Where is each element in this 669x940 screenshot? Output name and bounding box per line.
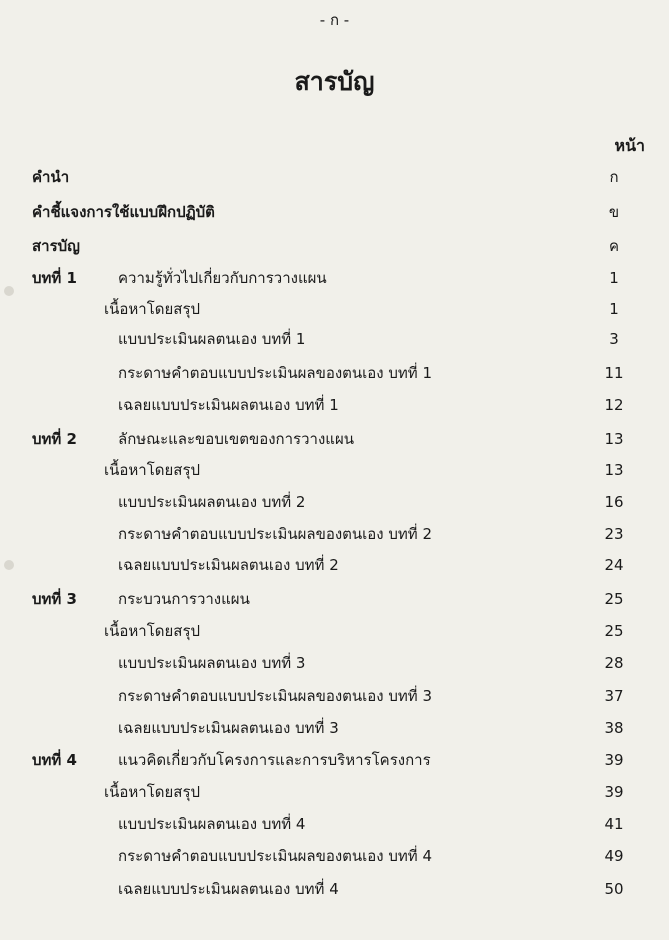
toc-entry-title: แนวคิดเกี่ยวกับโครงการและการบริหารโครงการ	[118, 751, 431, 769]
toc-page-number: 49	[604, 847, 624, 865]
toc-entry	[0, 458, 669, 482]
toc-entry-title: เนื้อหาโดยสรุป	[104, 300, 201, 318]
toc-entry	[0, 748, 669, 772]
toc-chapter-label: บทที่ 1	[32, 269, 77, 287]
toc-page-number: 3	[609, 330, 619, 348]
toc-entry-title: คำนำ	[32, 168, 70, 186]
toc-entry	[0, 684, 669, 708]
toc-entry-title: ความรู้ทั่วไปเกี่ยวกับการวางแผน	[118, 269, 327, 287]
toc-entry	[0, 877, 669, 901]
toc-entry	[0, 553, 669, 577]
toc-entry	[0, 327, 669, 351]
toc-entry-title: แบบประเมินผลตนเอง บทที่ 2	[118, 493, 306, 511]
toc-entry-title: คำชี้แจงการใช้แบบฝึกปฏิบัติ	[32, 203, 215, 221]
toc-entry	[0, 361, 669, 385]
toc-entry	[0, 651, 669, 675]
toc-page-number: 1	[609, 269, 619, 287]
toc-chapter-label: บทที่ 4	[32, 751, 77, 769]
toc-page-number: 39	[604, 751, 624, 769]
toc-entry	[0, 844, 669, 868]
toc-entry-title: กระดาษคำตอบแบบประเมินผลของตนเอง บทที่ 1	[118, 364, 432, 382]
binding-hole	[4, 286, 14, 296]
toc-entry	[0, 393, 669, 417]
toc-entry	[0, 427, 669, 451]
toc-entry-title: เนื้อหาโดยสรุป	[104, 783, 201, 801]
toc-entry-title: แบบประเมินผลตนเอง บทที่ 4	[118, 815, 306, 833]
toc-entry-title: เนื้อหาโดยสรุป	[104, 461, 201, 479]
toc-page-number: 39	[604, 783, 624, 801]
toc-page-number: 25	[604, 622, 624, 640]
page-title: สารบัญ	[294, 67, 375, 96]
toc-page-number: 38	[604, 719, 624, 737]
toc-entry	[0, 619, 669, 643]
toc-entry-title: กระดาษคำตอบแบบประเมินผลของตนเอง บทที่ 2	[118, 525, 432, 543]
toc-entry-title: เฉลยแบบประเมินผลตนเอง บทที่ 4	[118, 880, 339, 898]
toc-entry	[0, 200, 669, 224]
toc-entry	[0, 234, 669, 258]
toc-page-number: 11	[604, 364, 624, 382]
toc-entry-title: เฉลยแบบประเมินผลตนเอง บทที่ 1	[118, 396, 339, 414]
toc-entry	[0, 297, 669, 321]
toc-page-number: 50	[604, 880, 624, 898]
toc-page-number: 16	[604, 493, 624, 511]
toc-page-number: 12	[604, 396, 624, 414]
toc-entry-title: กระดาษคำตอบแบบประเมินผลของตนเอง บทที่ 4	[118, 847, 432, 865]
toc-entry	[0, 165, 669, 189]
toc-page-number: 24	[604, 556, 624, 574]
toc-page-number: 13	[604, 461, 624, 479]
toc-chapter-label: บทที่ 2	[32, 430, 77, 448]
toc-entry	[0, 812, 669, 836]
toc-entry-title: ลักษณะและขอบเขตของการวางแผน	[118, 430, 354, 448]
toc-entry	[0, 266, 669, 290]
toc-page-number: 37	[604, 687, 624, 705]
toc-page-number: 25	[604, 590, 624, 608]
toc-entry-title: กระบวนการวางแผน	[118, 590, 250, 608]
toc-page-number: ก	[609, 168, 619, 186]
toc-page-number: ค	[608, 237, 620, 255]
page-column-header: หน้า	[614, 136, 645, 155]
toc-chapter-label: บทที่ 3	[32, 590, 77, 608]
toc-entry-title: เฉลยแบบประเมินผลตนเอง บทที่ 2	[118, 556, 339, 574]
toc-page-number: 13	[604, 430, 624, 448]
toc-entry-title: เนื้อหาโดยสรุป	[104, 622, 201, 640]
toc-entry-title: แบบประเมินผลตนเอง บทที่ 3	[118, 654, 306, 672]
toc-entry	[0, 716, 669, 740]
binding-hole	[4, 560, 14, 570]
toc-entry	[0, 780, 669, 804]
page-number-mark: - ก -	[319, 11, 350, 29]
toc-page-number: 23	[604, 525, 624, 543]
toc-entry	[0, 522, 669, 546]
toc-entry	[0, 490, 669, 514]
toc-page-number: 1	[609, 300, 619, 318]
toc-entry-title: กระดาษคำตอบแบบประเมินผลของตนเอง บทที่ 3	[118, 687, 432, 705]
toc-page-number: 41	[604, 815, 624, 833]
toc-page-number: 28	[604, 654, 624, 672]
toc-entry	[0, 587, 669, 611]
toc-entry-title: เฉลยแบบประเมินผลตนเอง บทที่ 3	[118, 719, 339, 737]
toc-entry-title: สารบัญ	[32, 237, 80, 255]
toc-entry-title: แบบประเมินผลตนเอง บทที่ 1	[118, 330, 306, 348]
toc-page-number: ข	[608, 203, 620, 221]
